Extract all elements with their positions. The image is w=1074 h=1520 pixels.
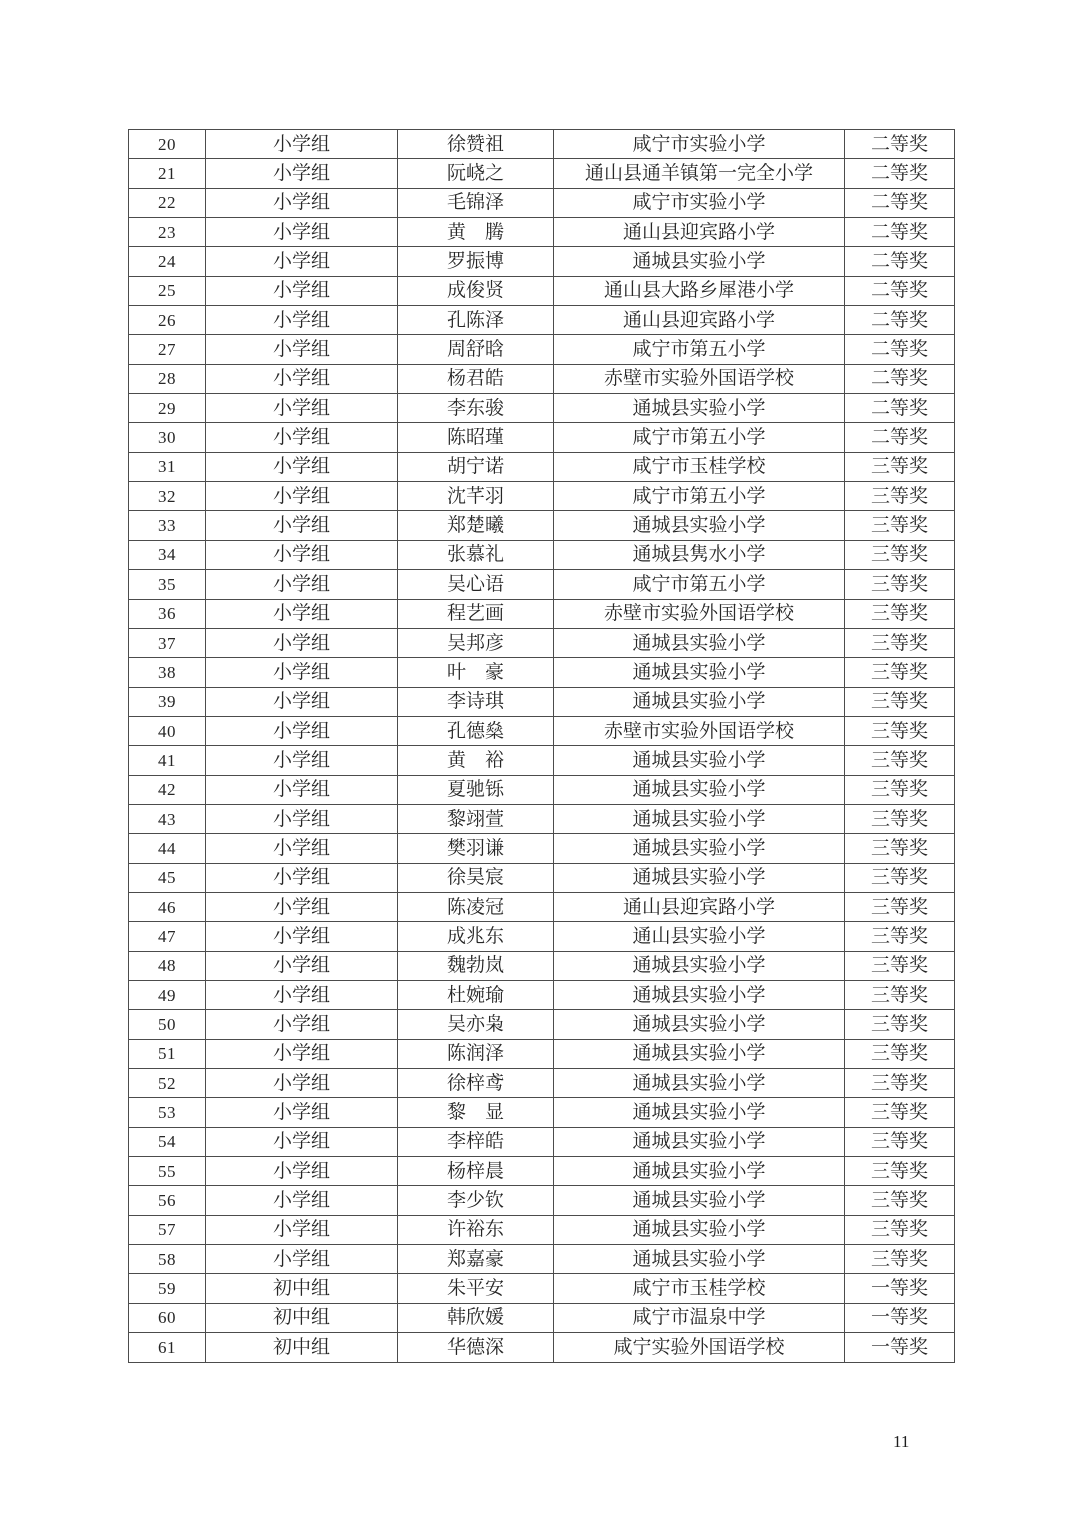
cell-award: 三等奖 xyxy=(845,746,955,775)
cell-award: 三等奖 xyxy=(845,570,955,599)
cell-school: 通城县实验小学 xyxy=(554,1215,845,1244)
cell-row-number: 41 xyxy=(129,746,206,775)
table-row xyxy=(129,687,955,716)
cell-group: 初中组 xyxy=(206,1274,398,1303)
cell-group: 小学组 xyxy=(206,511,398,540)
cell-award: 三等奖 xyxy=(845,599,955,628)
cell-row-number: 21 xyxy=(129,159,206,188)
cell-name: 胡宁诺 xyxy=(398,452,554,481)
cell-name: 程艺画 xyxy=(398,599,554,628)
cell-school: 通城县实验小学 xyxy=(554,804,845,833)
table-row xyxy=(129,335,955,364)
table-row xyxy=(129,130,955,159)
cell-name: 郑楚曦 xyxy=(398,511,554,540)
cell-row-number: 61 xyxy=(129,1333,206,1363)
cell-award: 三等奖 xyxy=(845,1039,955,1068)
cell-row-number: 53 xyxy=(129,1098,206,1127)
cell-row-number: 52 xyxy=(129,1069,206,1098)
cell-award: 三等奖 xyxy=(845,1069,955,1098)
table-row xyxy=(129,599,955,628)
cell-name: 孔德燊 xyxy=(398,716,554,745)
cell-row-number: 49 xyxy=(129,980,206,1009)
cell-group: 小学组 xyxy=(206,188,398,217)
cell-award: 二等奖 xyxy=(845,159,955,188)
cell-row-number: 24 xyxy=(129,247,206,276)
cell-award: 三等奖 xyxy=(845,1098,955,1127)
table-row xyxy=(129,775,955,804)
cell-group: 小学组 xyxy=(206,335,398,364)
table-row xyxy=(129,1069,955,1098)
table-row xyxy=(129,511,955,540)
cell-row-number: 27 xyxy=(129,335,206,364)
cell-row-number: 29 xyxy=(129,394,206,423)
cell-group: 小学组 xyxy=(206,1215,398,1244)
cell-group: 小学组 xyxy=(206,980,398,1009)
cell-name: 徐梓鸢 xyxy=(398,1069,554,1098)
cell-group: 小学组 xyxy=(206,1157,398,1186)
cell-school: 咸宁市玉桂学校 xyxy=(554,452,845,481)
cell-name: 李梓皓 xyxy=(398,1127,554,1156)
cell-group: 小学组 xyxy=(206,423,398,452)
cell-award: 三等奖 xyxy=(845,540,955,569)
cell-award: 二等奖 xyxy=(845,188,955,217)
cell-name: 李东骏 xyxy=(398,394,554,423)
cell-school: 通城县隽水小学 xyxy=(554,540,845,569)
cell-row-number: 48 xyxy=(129,951,206,980)
cell-name: 杨梓晨 xyxy=(398,1157,554,1186)
cell-school: 赤壁市实验外国语学校 xyxy=(554,364,845,393)
cell-award: 三等奖 xyxy=(845,980,955,1009)
table-row xyxy=(129,540,955,569)
cell-award: 三等奖 xyxy=(845,951,955,980)
cell-school: 通山县大路乡犀港小学 xyxy=(554,276,845,305)
table-row xyxy=(129,746,955,775)
table-row xyxy=(129,364,955,393)
cell-row-number: 51 xyxy=(129,1039,206,1068)
cell-group: 小学组 xyxy=(206,716,398,745)
cell-award: 一等奖 xyxy=(845,1274,955,1303)
cell-name: 杨君皓 xyxy=(398,364,554,393)
cell-row-number: 58 xyxy=(129,1245,206,1274)
table-row xyxy=(129,159,955,188)
cell-award: 二等奖 xyxy=(845,247,955,276)
table-row xyxy=(129,423,955,452)
cell-award: 二等奖 xyxy=(845,423,955,452)
cell-award: 三等奖 xyxy=(845,716,955,745)
cell-group: 小学组 xyxy=(206,159,398,188)
cell-group: 小学组 xyxy=(206,218,398,247)
cell-school: 赤壁市实验外国语学校 xyxy=(554,599,845,628)
cell-award: 三等奖 xyxy=(845,863,955,892)
cell-group: 小学组 xyxy=(206,394,398,423)
cell-award: 三等奖 xyxy=(845,1245,955,1274)
award-results-table xyxy=(128,129,955,1363)
page-number: 11 xyxy=(893,1432,910,1451)
cell-row-number: 36 xyxy=(129,599,206,628)
cell-row-number: 35 xyxy=(129,570,206,599)
cell-name: 成兆东 xyxy=(398,922,554,951)
cell-name: 成俊贤 xyxy=(398,276,554,305)
cell-name: 陈凌冠 xyxy=(398,892,554,921)
cell-row-number: 47 xyxy=(129,922,206,951)
cell-row-number: 54 xyxy=(129,1127,206,1156)
cell-school: 通城县实验小学 xyxy=(554,863,845,892)
cell-row-number: 57 xyxy=(129,1215,206,1244)
cell-group: 小学组 xyxy=(206,306,398,335)
cell-row-number: 46 xyxy=(129,892,206,921)
table-row xyxy=(129,1303,955,1332)
cell-row-number: 30 xyxy=(129,423,206,452)
cell-school: 通城县实验小学 xyxy=(554,746,845,775)
cell-award: 三等奖 xyxy=(845,922,955,951)
cell-group: 小学组 xyxy=(206,1069,398,1098)
cell-group: 小学组 xyxy=(206,775,398,804)
cell-name: 韩欣媛 xyxy=(398,1303,554,1332)
cell-group: 小学组 xyxy=(206,687,398,716)
cell-school: 通山县实验小学 xyxy=(554,922,845,951)
cell-award: 二等奖 xyxy=(845,364,955,393)
table-row xyxy=(129,394,955,423)
cell-group: 小学组 xyxy=(206,834,398,863)
cell-name: 阮峣之 xyxy=(398,159,554,188)
cell-school: 通城县实验小学 xyxy=(554,1186,845,1215)
cell-school: 通城县实验小学 xyxy=(554,687,845,716)
table-row xyxy=(129,1215,955,1244)
cell-name: 李少钦 xyxy=(398,1186,554,1215)
cell-row-number: 32 xyxy=(129,482,206,511)
table-row xyxy=(129,922,955,951)
cell-row-number: 28 xyxy=(129,364,206,393)
cell-name: 黎 显 xyxy=(398,1098,554,1127)
cell-name: 吴亦枭 xyxy=(398,1010,554,1039)
cell-group: 小学组 xyxy=(206,599,398,628)
table-row xyxy=(129,482,955,511)
cell-award: 二等奖 xyxy=(845,335,955,364)
cell-name: 杜婉瑜 xyxy=(398,980,554,1009)
cell-school: 通山县迎宾路小学 xyxy=(554,892,845,921)
cell-group: 初中组 xyxy=(206,1303,398,1332)
cell-award: 三等奖 xyxy=(845,775,955,804)
table-row xyxy=(129,1157,955,1186)
table-row xyxy=(129,452,955,481)
cell-school: 咸宁市实验小学 xyxy=(554,188,845,217)
cell-school: 通城县实验小学 xyxy=(554,1039,845,1068)
table-row xyxy=(129,1333,955,1363)
cell-row-number: 44 xyxy=(129,834,206,863)
cell-group: 初中组 xyxy=(206,1333,398,1363)
cell-name: 陈昭瑾 xyxy=(398,423,554,452)
table-row xyxy=(129,1274,955,1303)
cell-name: 吴邦彦 xyxy=(398,628,554,657)
cell-name: 罗振博 xyxy=(398,247,554,276)
table-row xyxy=(129,628,955,657)
cell-school: 通山县迎宾路小学 xyxy=(554,218,845,247)
cell-school: 赤壁市实验外国语学校 xyxy=(554,716,845,745)
cell-school: 咸宁市第五小学 xyxy=(554,423,845,452)
cell-school: 咸宁实验外国语学校 xyxy=(554,1333,845,1363)
cell-row-number: 40 xyxy=(129,716,206,745)
cell-school: 通城县实验小学 xyxy=(554,980,845,1009)
cell-row-number: 60 xyxy=(129,1303,206,1332)
table-row xyxy=(129,188,955,217)
table-row xyxy=(129,1098,955,1127)
cell-award: 三等奖 xyxy=(845,1186,955,1215)
cell-row-number: 55 xyxy=(129,1157,206,1186)
cell-group: 小学组 xyxy=(206,570,398,599)
cell-row-number: 34 xyxy=(129,540,206,569)
cell-award: 一等奖 xyxy=(845,1333,955,1363)
cell-award: 三等奖 xyxy=(845,482,955,511)
cell-name: 吴心语 xyxy=(398,570,554,599)
cell-group: 小学组 xyxy=(206,628,398,657)
cell-school: 通城县实验小学 xyxy=(554,1010,845,1039)
cell-name: 陈润泽 xyxy=(398,1039,554,1068)
cell-award: 二等奖 xyxy=(845,218,955,247)
cell-group: 小学组 xyxy=(206,1186,398,1215)
cell-group: 小学组 xyxy=(206,863,398,892)
cell-award: 三等奖 xyxy=(845,834,955,863)
cell-award: 三等奖 xyxy=(845,1215,955,1244)
cell-name: 黎翊萱 xyxy=(398,804,554,833)
table-row xyxy=(129,951,955,980)
cell-group: 小学组 xyxy=(206,1245,398,1274)
cell-name: 郑嘉豪 xyxy=(398,1245,554,1274)
cell-award: 三等奖 xyxy=(845,892,955,921)
cell-group: 小学组 xyxy=(206,892,398,921)
cell-award: 三等奖 xyxy=(845,511,955,540)
table-row xyxy=(129,658,955,687)
cell-group: 小学组 xyxy=(206,951,398,980)
cell-school: 咸宁市温泉中学 xyxy=(554,1303,845,1332)
cell-group: 小学组 xyxy=(206,1127,398,1156)
cell-group: 小学组 xyxy=(206,364,398,393)
cell-group: 小学组 xyxy=(206,922,398,951)
cell-row-number: 59 xyxy=(129,1274,206,1303)
cell-award: 二等奖 xyxy=(845,130,955,159)
cell-award: 三等奖 xyxy=(845,687,955,716)
cell-award: 三等奖 xyxy=(845,1010,955,1039)
cell-row-number: 31 xyxy=(129,452,206,481)
cell-row-number: 43 xyxy=(129,804,206,833)
cell-school: 通城县实验小学 xyxy=(554,1245,845,1274)
cell-award: 三等奖 xyxy=(845,452,955,481)
table-row xyxy=(129,1039,955,1068)
cell-group: 小学组 xyxy=(206,1039,398,1068)
cell-group: 小学组 xyxy=(206,1010,398,1039)
cell-row-number: 42 xyxy=(129,775,206,804)
cell-row-number: 45 xyxy=(129,863,206,892)
cell-row-number: 23 xyxy=(129,218,206,247)
cell-row-number: 38 xyxy=(129,658,206,687)
cell-name: 张慕礼 xyxy=(398,540,554,569)
cell-group: 小学组 xyxy=(206,746,398,775)
table-row xyxy=(129,247,955,276)
cell-school: 通城县实验小学 xyxy=(554,1098,845,1127)
table-row xyxy=(129,804,955,833)
cell-school: 通城县实验小学 xyxy=(554,658,845,687)
table-row xyxy=(129,276,955,305)
cell-row-number: 50 xyxy=(129,1010,206,1039)
cell-name: 华德深 xyxy=(398,1333,554,1363)
cell-name: 徐赞祖 xyxy=(398,130,554,159)
cell-group: 小学组 xyxy=(206,452,398,481)
cell-school: 通城县实验小学 xyxy=(554,1157,845,1186)
cell-name: 李诗琪 xyxy=(398,687,554,716)
cell-school: 咸宁市实验小学 xyxy=(554,130,845,159)
cell-school: 咸宁市玉桂学校 xyxy=(554,1274,845,1303)
cell-school: 咸宁市第五小学 xyxy=(554,570,845,599)
cell-award: 三等奖 xyxy=(845,628,955,657)
cell-name: 朱平安 xyxy=(398,1274,554,1303)
cell-name: 叶 豪 xyxy=(398,658,554,687)
cell-school: 通城县实验小学 xyxy=(554,834,845,863)
cell-group: 小学组 xyxy=(206,1098,398,1127)
cell-school: 咸宁市第五小学 xyxy=(554,335,845,364)
cell-row-number: 39 xyxy=(129,687,206,716)
cell-row-number: 26 xyxy=(129,306,206,335)
cell-name: 沈芊羽 xyxy=(398,482,554,511)
cell-award: 二等奖 xyxy=(845,306,955,335)
cell-name: 周舒晗 xyxy=(398,335,554,364)
cell-award: 三等奖 xyxy=(845,804,955,833)
cell-name: 毛锦泽 xyxy=(398,188,554,217)
table-row xyxy=(129,306,955,335)
cell-row-number: 37 xyxy=(129,628,206,657)
table-row xyxy=(129,1127,955,1156)
cell-name: 许裕东 xyxy=(398,1215,554,1244)
cell-award: 三等奖 xyxy=(845,1157,955,1186)
cell-award: 一等奖 xyxy=(845,1303,955,1332)
cell-group: 小学组 xyxy=(206,482,398,511)
cell-school: 通山县通羊镇第一完全小学 xyxy=(554,159,845,188)
cell-school: 通城县实验小学 xyxy=(554,247,845,276)
cell-row-number: 20 xyxy=(129,130,206,159)
cell-name: 夏驰铄 xyxy=(398,775,554,804)
cell-name: 孔陈泽 xyxy=(398,306,554,335)
table-row xyxy=(129,892,955,921)
cell-name: 黄 腾 xyxy=(398,218,554,247)
cell-school: 通山县迎宾路小学 xyxy=(554,306,845,335)
cell-row-number: 33 xyxy=(129,511,206,540)
cell-school: 通城县实验小学 xyxy=(554,951,845,980)
cell-school: 通城县实验小学 xyxy=(554,1069,845,1098)
cell-name: 徐昊宸 xyxy=(398,863,554,892)
cell-name: 魏勃岚 xyxy=(398,951,554,980)
cell-school: 通城县实验小学 xyxy=(554,1127,845,1156)
cell-award: 二等奖 xyxy=(845,394,955,423)
table-row xyxy=(129,716,955,745)
table-row xyxy=(129,834,955,863)
cell-award: 三等奖 xyxy=(845,658,955,687)
cell-name: 樊羽谦 xyxy=(398,834,554,863)
cell-group: 小学组 xyxy=(206,247,398,276)
table-row xyxy=(129,863,955,892)
cell-name: 黄 裕 xyxy=(398,746,554,775)
table-row xyxy=(129,1245,955,1274)
cell-group: 小学组 xyxy=(206,276,398,305)
cell-group: 小学组 xyxy=(206,658,398,687)
cell-school: 通城县实验小学 xyxy=(554,394,845,423)
cell-award: 二等奖 xyxy=(845,276,955,305)
table-row xyxy=(129,1010,955,1039)
cell-group: 小学组 xyxy=(206,540,398,569)
cell-row-number: 22 xyxy=(129,188,206,217)
cell-row-number: 56 xyxy=(129,1186,206,1215)
cell-school: 通城县实验小学 xyxy=(554,511,845,540)
cell-school: 通城县实验小学 xyxy=(554,628,845,657)
award-table-body xyxy=(129,130,955,1363)
cell-group: 小学组 xyxy=(206,130,398,159)
cell-school: 咸宁市第五小学 xyxy=(554,482,845,511)
cell-row-number: 25 xyxy=(129,276,206,305)
cell-award: 三等奖 xyxy=(845,1127,955,1156)
table-row xyxy=(129,218,955,247)
table-row xyxy=(129,1186,955,1215)
cell-school: 通城县实验小学 xyxy=(554,775,845,804)
cell-group: 小学组 xyxy=(206,804,398,833)
table-row xyxy=(129,980,955,1009)
table-row xyxy=(129,570,955,599)
